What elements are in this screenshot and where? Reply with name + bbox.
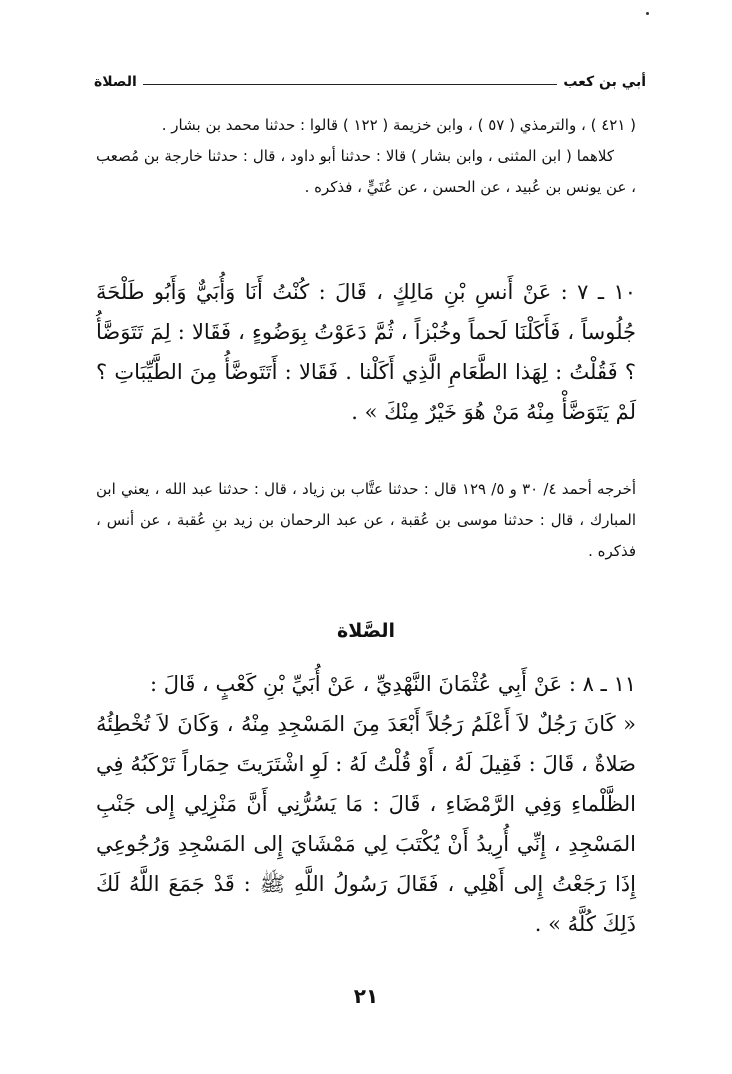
footnote-block-1 <box>96 110 636 203</box>
hadith-11-body: « كَانَ رَجُلٌ لاَ أَعْلَمُ رَجُلاً أَبْعَدَ مِنَ المَسْجِدِ مِنْهُ ، وَكَانَ لاَ تُخْطِئُهُ صَلاةٌ ، قَالَ : فَقِيلَ لَهُ ، أَوْ قُلْتُ لَهُ : لَوِ اشْتَرَيتَ حِمَاراً تَرْكَبُهُ فِي الظَّلْماءِ وَفِي الرَّمْضَاءِ ، قَالَ : مَا يَسُرُّنِي أَنَّ مَنْزِلِي إِلى جَنْبِ المَسْجِدِ ، إِنِّي أُرِيدُ أَنْ يُكْتَبَ لِي مَمْشَايَ إِلى المَسْجِدِ وَرُجُوعِي إِذَا رَجَعْتُ إِلى أَهْلِي ، فَقَالَ رَسُولُ اللَّهِ ﷺ : قَدْ جَمَعَ اللَّهُ لَكَ ذَلِكَ كُلَّهُ » . <box>96 712 636 936</box>
hadith-10-text: ١٠ ـ ٧ : عَنْ أَنسِ بْنِ مَالِكٍ ، قَالَ : كُنْتُ أَنَا وَأُبَيٌّ وَأَبُو طَلْحَةَ جُلُوساً ، فَأَكَلْنَا لَحماً وخُبْزاً ، ثُمَّ دَعَوْتُ بِوَضُوءٍ ، فَقَالا : لِمَ تَتَوَضَّأُ ؟ فَقُلْتُ : لِهَذا الطَّعَامِ الَّذِي أَكَلْنا . فَقَالا : أَتَتَوضَّأُ مِنَ الطَّيِّبَاتِ ؟ لَمْ يَتَوَضَّأْ مِنْهُ مَنْ هُوَ خَيْرٌ مِنْكَ » . <box>96 280 636 424</box>
header-left-title: الصلاة <box>94 74 137 90</box>
scan-speck <box>646 12 649 15</box>
hadith-11-block <box>96 664 636 944</box>
takhrij-block <box>96 474 636 567</box>
section-title: الصَّلاة <box>336 620 395 642</box>
hadith-10-block <box>96 272 636 432</box>
hadith-11-intro: ١١ ـ ٨ : عَنْ أَبِي عُثْمَانَ النَّهْدِيِّ ، عَنْ أُبَيِّ بْنِ كَعْبٍ ، قَالَ : <box>149 672 636 696</box>
header-right-title: أبي بن كعب <box>563 74 646 90</box>
page-number: ٢١ <box>353 984 379 1008</box>
footnote-line-2: كلاهما ( ابن المثنى ، وابن بشار ) قالا : حدثنا أبو داود ، قال : حدثنا خارجة بن مُصعب ، عن يونس بن عُبيد ، عن الحسن ، عن عُتَيٍّ ، فذكره . <box>96 147 636 196</box>
footnote-line-1: ( ٤٢١ ) ، والترمذي ( ٥٧ ) ، وابن خزيمة ( ١٢٢ ) قالوا : حدثنا محمد بن بشار . <box>161 116 636 134</box>
header-rule <box>143 84 558 85</box>
takhrij-text: أخرجه أحمد ٤/ ٣٠ و ٥/ ١٢٩ قال : حدثنا عتَّاب بن زياد ، قال : حدثنا عبد الله ، يعني ابن المبارك ، قال : حدثنا موسى بن عُقبة ، عن عبد الرحمان بن زيد بنِ عُقبة ، عن أنس ، فذكره . <box>96 480 637 560</box>
running-header <box>94 64 646 90</box>
